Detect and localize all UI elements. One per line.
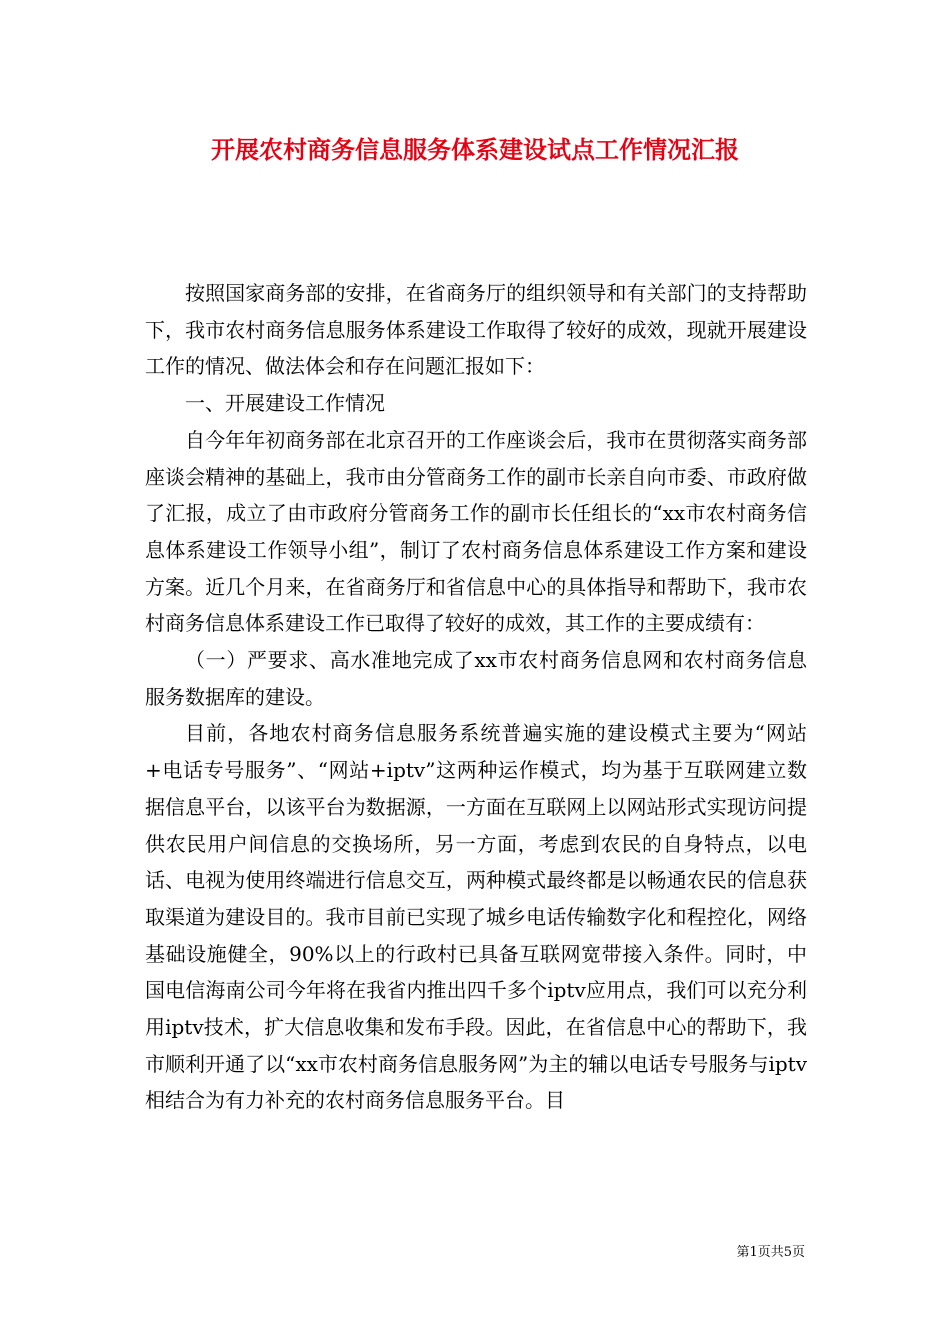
paragraph: 自今年年初商务部在北京召开的工作座谈会后，我市在贯彻落实商务部座谈会精神的基础上，我市由分管商务工作的副市长亲自向市委、市政府做了汇报，成立了由市政府分管商务工作的副市长任组长的“xx市农村商务信息体系建设工作领导小组”，制订了农村商务信息体系建设工作方案和建设方案。近几个月来，在省商务厅和省信息中心的具体指导和帮助下，我市农村商务信息体系建设工作已取得了较好的成效，其工作的主要成绩有： [145,427,807,636]
section-heading: 一、开展建设工作情况 [185,391,385,416]
page-number: 第1页共5页 [736,1245,805,1260]
paragraph: 按照国家商务部的安排，在省商务厅的组织领导和有关部门的支持帮助下，我市农村商务信息服务体系建设工作取得了较好的成效，现就开展建设工作的情况、做法体会和存在问题汇报如下： [145,281,807,379]
document-body [145,275,807,1119]
paragraph: 目前，各地农村商务信息服务系统普遍实施的建设模式主要为“网站+电话专号服务”、“网站+iptv”这两种运作模式，均为基于互联网建立数据信息平台，以该平台为数据源，一方面在互联网上以网站形式实现访问提供农民用户间信息的交换场所，另一方面，考虑到农民的自身特点，以电话、电视为使用终端进行信息交互，两种模式最终都是以畅通农民的信息获取渠道为建设目的。我市目前已实现了城乡电话传输数字化和程控化，网络基础设施健全，90%以上的行政村已具备互联网宽带接入条件。同时，中国电信海南公司今年将在我省内推出四千多个iptv应用点，我们可以充分利用iptv技术，扩大信息收集和发布手段。因此，在省信息中心的帮助下，我市顺利开通了以“xx市农村商务信息服务网”为主的辅以电话专号服务与iptv相结合为有力补充的农村商务信息服务平台。目 [145,721,807,1113]
subsection-heading: （一）严要求、高水准地完成了xx市农村商务信息网和农村商务信息服务数据库的建设。 [145,648,807,709]
document-title: 开展农村商务信息服务体系建设试点工作情况汇报 [211,135,739,164]
